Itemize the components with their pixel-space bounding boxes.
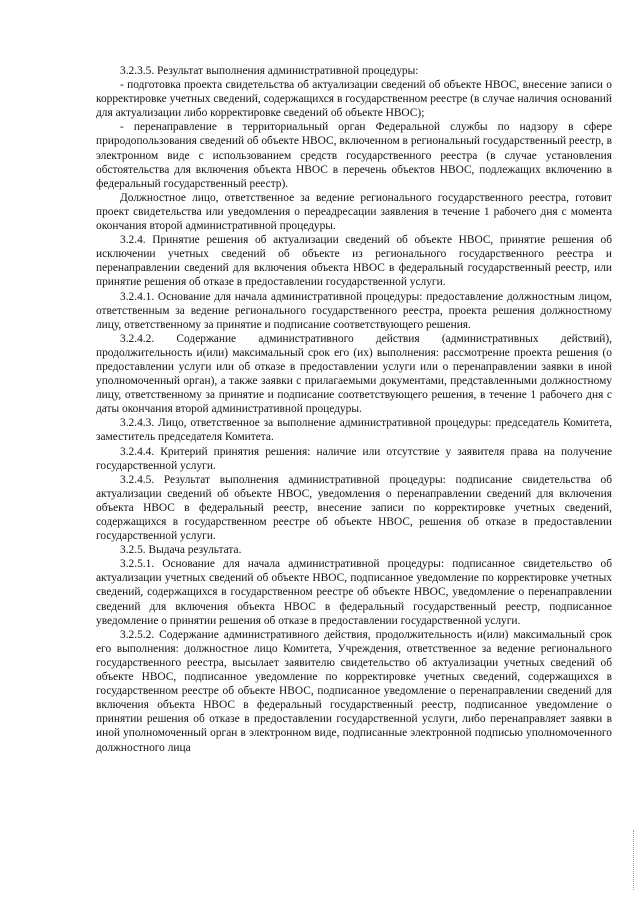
paragraph-3-2-4-3: 3.2.4.3. Лицо, ответственное за выполнение административной процедуры: председатель Комитета, заместитель председателя Комитета.: [96, 417, 612, 444]
paragraph-list-item-prepare: - подготовка проекта свидетельства об актуализации сведений об объекте НВОС, внесение записи о корректировке учетных сведений, содержащихся в государственном реестре (в случае наличия оснований для актуализации либо корректировке сведений об объекте НВОС);: [96, 79, 612, 120]
paragraph-list-item-redirect: - перенаправление в территориальный орган Федеральной службы по надзору в сфере природопользования сведений об объекте НВОС, включенном в региональный государственный реестр, в электронном виде с использованием средств государственного реестра (в случае установления обстоятельства для включения объекта НВОС в перечень объектов НВОС, подлежащих включению в федеральный государственный реестр).: [96, 121, 612, 190]
paragraph-3-2-5-1: 3.2.5.1. Основание для начала административной процедуры: подписанное свидетельство об актуализации учетных сведений об объекте НВОС, подписанное уведомление по корректировке учетных сведений, содержащихся в государственном реестре об объекте НВОС, уведомление о перенаправлении сведений для включения объекта НВОС в федеральный государственный реестр, подписанное уведомление о принятии решения об отказе в предоставлении государственной услуги.: [96, 558, 612, 627]
scan-margin-mark: [633, 830, 636, 890]
paragraph-3-2-4: 3.2.4. Принятие решения об актуализации сведений об объекте НВОС, принятие решения об исключении учетных сведений об объекте из регионального государственного реестра и перенаправлении сведений для включения объекта НВОС в федеральный государственный реестр, или принятие решения об отказе в предоставлении государственной услуги.: [96, 234, 612, 289]
paragraph-3-2-3-5: 3.2.3.5. Результат выполнения административной процедуры:: [120, 65, 419, 77]
paragraph-3-2-4-1: 3.2.4.1. Основание для начала административной процедуры: предоставление должностным лицом, ответственным за ведение регионального государственного реестра, проекта решения должностному лицу, ответственному за принятие и подписание соответствующего решения.: [96, 290, 612, 331]
paragraph-3-2-4-2: 3.2.4.2. Содержание административного действия (административных действий), продолжительность и(или) максимальный срок его (их) выполнения: рассмотрение проекта решения (о предоставлении услуги или об отказе в предоставлении услуги или о перенаправлении заявки в иной уполномоченный орган), а также заявки с прилагаемыми документами, представленными должностному лицу, ответственному за принятие и подписание соответствующего решения, в течение 1 рабочего дня с даты окончания второй административной процедуры.: [96, 332, 612, 416]
paragraph-responsible-official: Должностное лицо, ответственное за ведение регионального государственного реестра, готовит проект свидетельства или уведомления о переадресации заявления в течение 1 рабочего дня с момента окончания второй административной процедуры.: [96, 191, 612, 233]
paragraph-3-2-4-5: 3.2.4.5. Результат выполнения административной процедуры: подписание свидетельства об актуализации сведений об объекте НВОС, уведомления о перенаправлении сведений для включения объекта НВОС в федеральный реестр, внесение записи по корректировке учетных сведений, содержащихся в государственном реестре об объекте НВОС, решения об отказе в предоставлении государственной услуги.: [96, 473, 612, 543]
paragraph-3-2-5: 3.2.5. Выдача результата.: [120, 544, 242, 557]
paragraph-3-2-4-4: 3.2.4.4. Критерий принятия решения: наличие или отсутствие у заявителя права на получение государственной услуги.: [96, 445, 612, 472]
paragraph-3-2-5-2: 3.2.5.2. Содержание административного действия, продолжительность и(или) максимальный срок его выполнения: должностное лицо Комитета, Учреждения, ответственное за ведение регионального государственного реестра, высылает заявителю свидетельство об актуализации учетных сведений об объекте НВОС, подписанное уведомление по корректировке учетных сведений, содержащихся в государственном реестре об объекте НВОС, подписанное уведомление о перенаправлении сведений для включения объекта НВОС в федеральный государственный реестр, подписанное уведомление о принятии решения об отказе в предоставлении государственной услуги, либо перенаправляет заявки в иной уполномоченный орган в электронном виде, подписанные электронной подписью уполномоченного должностного лица: [96, 628, 612, 754]
